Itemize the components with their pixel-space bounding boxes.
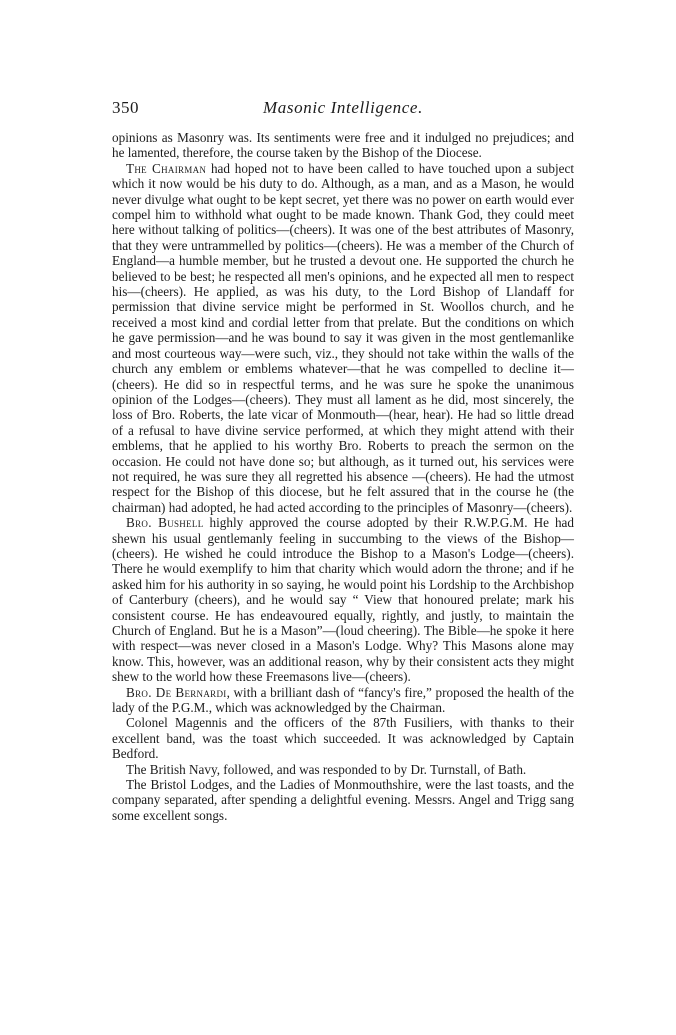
paragraph-de-bernardi xyxy=(112,685,574,716)
paragraph-text: The Bristol Lodges, and the Ladies of Monmouthshire, were the last toasts, and the company separated, after spending a delightful evening. Messrs. Angel and Trigg sang some excellent songs. xyxy=(112,777,574,823)
speaker-name: Bro. De Bernardi xyxy=(126,684,227,700)
paragraph-text: The British Navy, followed, and was responded to by Dr. Turnstall, of Bath. xyxy=(126,761,527,777)
page-number: 350 xyxy=(112,98,139,117)
speaker-name: The Chairman xyxy=(126,160,207,176)
paragraph-text: Colonel Magennis and the officers of the 87th Fusiliers, with thanks to their excellent band, was the toast which succeeded. It was acknowledged by Captain Bedford. xyxy=(112,715,574,762)
paragraph-navy-toast xyxy=(112,762,574,777)
page xyxy=(112,98,574,823)
paragraph-continuation xyxy=(112,130,574,161)
article-body xyxy=(112,130,574,823)
running-header xyxy=(112,98,574,124)
paragraph-closing xyxy=(112,777,574,823)
paragraph-bushell xyxy=(112,515,574,684)
paragraph-text: highly approved the course adopted by their R.W.P.G.M. He had shewn his usual gentlemanly feeling in succumbing to the views of the Bishop—(cheers). He wished he could introduce the Bishop to a Mason's Lodge—(cheers). There he would exemplify to him that charity which would adorn the throne; and if he asked him for his authority in so saying, he would point his Lordship to the Archbishop of Canterbury (cheers), and he would say “ View that honoured prelate; mark his consistent course. He has endeavoured equally, rightly, and justly, to maintain the Church of England. But he is a Mason”—(loud cheering). The Bible—he spoke it here with respect—was never closed in a Mason's Lodge. Why? This Masons alone may know. This, however, was an additional reason, why by their consistent acts they might shew to the world how these Freemasons live—(cheers). xyxy=(112,515,574,685)
paragraph-magennis-toast xyxy=(112,715,574,761)
running-title: Masonic Intelligence. xyxy=(263,98,423,117)
paragraph-chairman xyxy=(112,161,574,515)
paragraph-text: had hoped not to have been called to have touched upon a subject which it now would be his duty to do. Although, as a man, and as a Mason, he would never divulge what ought to be kept secret, yet there was no power on earth would ever compel him to withhold what ought to be made known. Thank God, they could meet here without talking of politics—(cheers). It was one of the best attributes of Masonry, that they were untrammelled by politics—(cheers). He was a member of the Church of England—a humble member, but he trusted a devout one. He supported the church he believed to be best; he respected all men's opinions, and he expected all men to respect his—(cheers). He applied, as was his duty, to the Lord Bishop of Llandaff for permission that divine service might be performed in St. Woollos church, and he received a most kind and cordial letter from that prelate. But the conditions on which he gave permission—and he was bound to say it was given in the most gentlemanlike and most courteous way—were such, viz., they should not take within the walls of the church any emblem or emblems whatever—that he was compelled to decline it—(cheers). He did so in respectful terms, and he was sure he spoke the unanimous opinion of the Lodges—(cheers). They must all lament as he did, most sincerely, the loss of Bro. Roberts, the late vicar of Monmouth—(hear, hear). He had so little dread of a refusal to have divine service performed, at which they might attend with their emblems, that he applied to his worthy Bro. Roberts to preach the sermon on the occasion. He could not have done so; but although, as it turned out, his services were not required, he was sure they all regretted his absence —(cheers). He had the utmost respect for the Bishop of this diocese, but he felt assured that in the course he (the chairman) had adopted, he had acted according to the principles of Masonry—(cheers). xyxy=(112,160,574,515)
paragraph-text: opinions as Masonry was. Its sentiments were free and it indulged no prejudices; and he lamented, therefore, the course taken by the Bishop of the Diocese. xyxy=(112,130,574,161)
paragraph-text: , with a brilliant dash of “fancy's fire,” proposed the health of the lady of the P.G.M., which was acknowledged by the Chairman. xyxy=(112,684,574,716)
speaker-name: Bro. Bushell xyxy=(126,515,204,531)
